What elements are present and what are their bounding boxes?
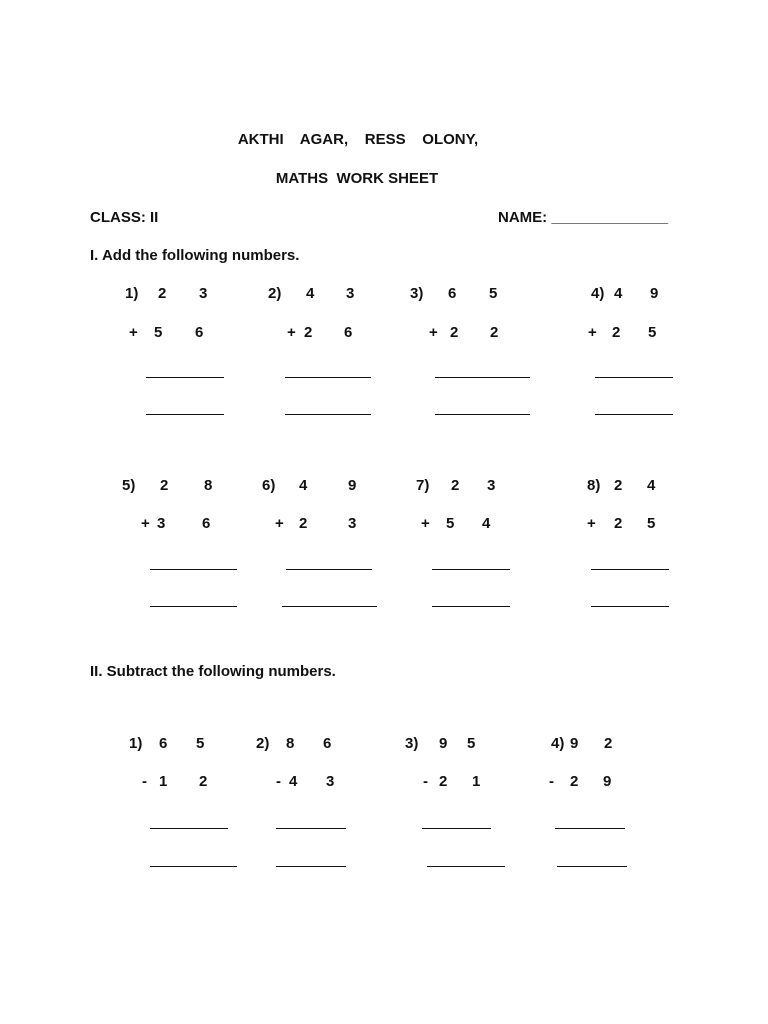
bottom-digit-tens: 3 [157,515,166,532]
bottom-digit-ones: 6 [202,515,211,532]
bottom-digit-tens: 2 [612,324,621,341]
working-line[interactable] [150,866,237,867]
problem-number: 7) [416,477,430,494]
bottom-digit-tens: 5 [446,515,455,532]
bottom-digit-ones: 3 [326,773,335,790]
bottom-digit-ones: 6 [344,324,353,341]
top-digit-ones: 9 [650,285,659,302]
answer-line[interactable] [591,569,669,570]
top-digit-tens: 2 [160,477,169,494]
top-digit-ones: 4 [647,477,656,494]
top-digit-ones: 3 [346,285,355,302]
bottom-digit-tens: 4 [289,773,298,790]
problem-number: 3) [405,735,419,752]
bottom-digit-tens: 2 [570,773,579,790]
top-digit-ones: 8 [204,477,213,494]
problem-number: 4) [551,735,565,752]
top-digit-tens: 2 [614,477,623,494]
top-digit-ones: 2 [604,735,613,752]
working-line[interactable] [285,414,371,415]
working-line[interactable] [557,866,627,867]
top-digit-ones: 3 [487,477,496,494]
top-digit-ones: 5 [489,285,498,302]
working-line[interactable] [435,414,530,415]
subtract-section-heading: II. Subtract the following numbers. [90,663,336,680]
operator-sign: - [142,773,147,790]
working-line[interactable] [282,606,377,607]
bottom-digit-tens: 5 [154,324,163,341]
operator-sign: + [587,515,596,532]
problem-number: 6) [262,477,276,494]
answer-line[interactable] [150,828,228,829]
top-digit-tens: 6 [159,735,168,752]
answer-line[interactable] [595,377,673,378]
answer-line[interactable] [286,569,372,570]
answer-line[interactable] [435,377,530,378]
answer-line[interactable] [146,377,224,378]
answer-line[interactable] [150,569,237,570]
name-label [498,209,668,227]
class-label: CLASS: II [90,209,159,226]
operator-sign: + [129,324,138,341]
answer-line[interactable] [555,828,625,829]
top-digit-ones: 9 [348,477,357,494]
bottom-digit-ones: 3 [348,515,357,532]
problem-number: 5) [122,477,136,494]
working-line[interactable] [591,606,669,607]
bottom-digit-ones: 4 [482,515,491,532]
operator-sign: + [421,515,430,532]
problem-number: 2) [268,285,282,302]
answer-line[interactable] [422,828,491,829]
bottom-digit-ones: 6 [195,324,204,341]
problem-number: 4) [591,285,605,302]
bottom-digit-tens: 2 [299,515,308,532]
bottom-digit-tens: 2 [450,324,459,341]
problem-number: 8) [587,477,601,494]
operator-sign: + [429,324,438,341]
name-label-text: NAME: [498,209,552,226]
working-line[interactable] [146,414,224,415]
bottom-digit-ones: 1 [472,773,481,790]
operator-sign: - [549,773,554,790]
working-line[interactable] [432,606,510,607]
name-blank[interactable]: ______________ [551,209,669,226]
answer-line[interactable] [432,569,510,570]
bottom-digit-tens: 2 [439,773,448,790]
problem-number: 3) [410,285,424,302]
top-digit-tens: 6 [448,285,457,302]
operator-sign: + [588,324,597,341]
operator-sign: + [275,515,284,532]
operator-sign: + [287,324,296,341]
top-digit-tens: 2 [451,477,460,494]
bottom-digit-ones: 2 [199,773,208,790]
top-digit-tens: 2 [158,285,167,302]
bottom-digit-tens: 2 [304,324,313,341]
top-digit-tens: 4 [299,477,308,494]
bottom-digit-ones: 5 [647,515,656,532]
top-digit-tens: 8 [286,735,295,752]
working-line[interactable] [276,866,346,867]
problem-number: 1) [129,735,143,752]
answer-line[interactable] [276,828,346,829]
working-line[interactable] [595,414,673,415]
top-digit-ones: 6 [323,735,332,752]
problem-number: 1) [125,285,139,302]
operator-sign: + [141,515,150,532]
top-digit-tens: 9 [439,735,448,752]
top-digit-tens: 9 [570,735,579,752]
working-line[interactable] [427,866,505,867]
bottom-digit-tens: 1 [159,773,168,790]
top-digit-ones: 5 [196,735,205,752]
working-line[interactable] [150,606,237,607]
top-digit-tens: 4 [306,285,315,302]
bottom-digit-ones: 5 [648,324,657,341]
top-digit-tens: 4 [614,285,623,302]
bottom-digit-ones: 9 [603,773,612,790]
answer-line[interactable] [285,377,371,378]
problem-number: 2) [256,735,270,752]
add-section-heading: I. Add the following numbers. [90,247,300,264]
school-name: AKTHI AGAR, RESS OLONY, [237,131,479,148]
bottom-digit-ones: 2 [490,324,499,341]
top-digit-ones: 5 [467,735,476,752]
top-digit-ones: 3 [199,285,208,302]
worksheet-title: MATHS WORK SHEET [275,170,439,187]
bottom-digit-tens: 2 [614,515,623,532]
operator-sign: - [423,773,428,790]
operator-sign: - [276,773,281,790]
